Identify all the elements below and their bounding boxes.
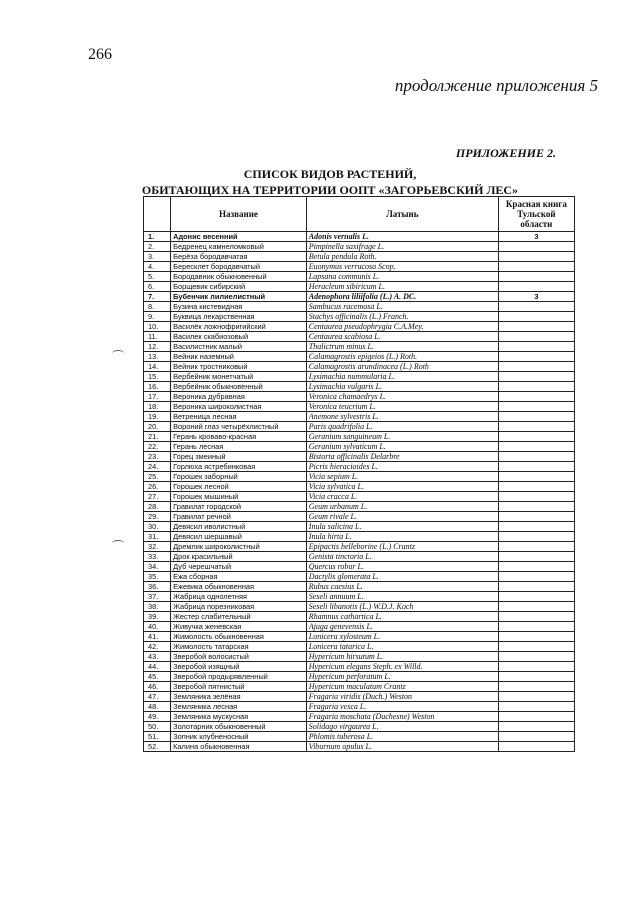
latin-name: Inula salicina L. <box>306 522 498 532</box>
latin-name: Stachys officinalis (L.) Franch. <box>306 312 498 322</box>
red-book-category <box>498 702 574 712</box>
table-row <box>144 412 575 422</box>
table-row <box>144 722 575 732</box>
row-number: 9. <box>144 312 171 322</box>
plant-name: Земляника мускусная <box>171 712 307 722</box>
row-number: 16. <box>144 382 171 392</box>
latin-name: Geranium sylvaticum L. <box>306 442 498 452</box>
latin-name: Vicia sepium L. <box>306 472 498 482</box>
row-number: 26. <box>144 482 171 492</box>
red-book-category: 3 <box>498 232 574 242</box>
red-book-category <box>498 622 574 632</box>
table-row <box>144 232 575 242</box>
plant-name: Бородавник обыкновенный <box>171 272 307 282</box>
header-red-book: Красная книга Тульской области <box>498 197 574 232</box>
latin-name: Geranium sanguineum L. <box>306 432 498 442</box>
red-book-category <box>498 382 574 392</box>
red-book-category <box>498 482 574 492</box>
plant-name: Бубенчик лилиелистный <box>171 292 307 302</box>
plant-name: Земляника лесная <box>171 702 307 712</box>
row-number: 19. <box>144 412 171 422</box>
red-book-category <box>498 692 574 702</box>
table-row <box>144 522 575 532</box>
table-row <box>144 252 575 262</box>
table-header-row <box>144 197 575 232</box>
row-number: 38. <box>144 602 171 612</box>
plant-name: Дуб черешчатый <box>171 562 307 572</box>
red-book-category <box>498 272 574 282</box>
latin-name: Lysimachia nummularia L. <box>306 372 498 382</box>
red-book-category <box>498 352 574 362</box>
plant-name: Жестер слабительный <box>171 612 307 622</box>
red-book-category <box>498 582 574 592</box>
latin-name: Viburnum opulus L. <box>306 742 498 752</box>
row-number: 49. <box>144 712 171 722</box>
plant-name: Горошек лесной <box>171 482 307 492</box>
plant-name: Горошек заборный <box>171 472 307 482</box>
table-row <box>144 552 575 562</box>
row-number: 18. <box>144 402 171 412</box>
red-book-category: 3 <box>498 292 574 302</box>
latin-name: Vicia cracca L. <box>306 492 498 502</box>
red-book-category <box>498 402 574 412</box>
table-row <box>144 672 575 682</box>
appendix-label: ПРИЛОЖЕНИЕ 2. <box>455 146 556 160</box>
plant-name: Василистник малый <box>171 342 307 352</box>
red-book-category <box>498 672 574 682</box>
plant-name: Зверобой изящный <box>171 662 307 672</box>
table-row <box>144 582 575 592</box>
latin-name: Epipactis helleborine (L.) Crantz <box>306 542 498 552</box>
latin-name: Lonicera xylosteum L. <box>306 632 498 642</box>
red-book-category <box>498 412 574 422</box>
latin-name: Centaurea scabiosa L. <box>306 332 498 342</box>
row-number: 1. <box>144 232 171 242</box>
table-row <box>144 602 575 612</box>
row-number: 32. <box>144 542 171 552</box>
red-book-category <box>498 472 574 482</box>
row-number: 31. <box>144 532 171 542</box>
red-book-category <box>498 492 574 502</box>
latin-name: Fragaria vesca L. <box>306 702 498 712</box>
row-number: 39. <box>144 612 171 622</box>
plant-name: Бузина кистевидная <box>171 302 307 312</box>
plant-name: Горец змеиный <box>171 452 307 462</box>
table-row <box>144 262 575 272</box>
table-row <box>144 542 575 552</box>
row-number: 15. <box>144 372 171 382</box>
red-book-category <box>498 602 574 612</box>
row-number: 42. <box>144 642 171 652</box>
red-book-category <box>498 302 574 312</box>
page-number: 266 <box>88 46 112 63</box>
latin-name: Hypericum elegans Steph. ex Willd. <box>306 662 498 672</box>
latin-name: Inula hirta L. <box>306 532 498 542</box>
header-latin: Латынь <box>306 197 498 232</box>
red-book-category <box>498 342 574 352</box>
table-row <box>144 462 575 472</box>
red-book-category <box>498 572 574 582</box>
latin-name: Centaurea pseudophrygia C.A.Mey. <box>306 322 498 332</box>
row-number: 12. <box>144 342 171 352</box>
red-book-category <box>498 502 574 512</box>
plant-name: Василек скабиозовый <box>171 332 307 342</box>
table-row <box>144 332 575 342</box>
plant-name: Адонис весенний <box>171 232 307 242</box>
row-number: 3. <box>144 252 171 262</box>
row-number: 33. <box>144 552 171 562</box>
plant-name: Ежа сборная <box>171 572 307 582</box>
red-book-category <box>498 462 574 472</box>
row-number: 28. <box>144 502 171 512</box>
plant-name: Бересклет бородавчатый <box>171 262 307 272</box>
document-title <box>140 166 520 198</box>
red-book-category <box>498 362 574 372</box>
plant-name: Берёза бородавчатая <box>171 252 307 262</box>
latin-name: Geum rivale L. <box>306 512 498 522</box>
row-number: 10. <box>144 322 171 332</box>
row-number: 50. <box>144 722 171 732</box>
table-row <box>144 272 575 282</box>
table-row <box>144 562 575 572</box>
plant-name: Живучка женевская <box>171 622 307 632</box>
red-book-category <box>498 732 574 742</box>
latin-name: Lapsana communis L. <box>306 272 498 282</box>
margin-mark <box>112 540 124 547</box>
red-book-category <box>498 712 574 722</box>
row-number: 52. <box>144 742 171 752</box>
latin-name: Solidago virgaurea L. <box>306 722 498 732</box>
latin-name: Hypericum hirsutum L. <box>306 652 498 662</box>
plant-name: Горошек мышиный <box>171 492 307 502</box>
row-number: 24. <box>144 462 171 472</box>
table-row <box>144 302 575 312</box>
table-row <box>144 692 575 702</box>
table-row <box>144 702 575 712</box>
table-row <box>144 682 575 692</box>
table-row <box>144 442 575 452</box>
row-number: 44. <box>144 662 171 672</box>
latin-name: Calamagrostis epigeios (L.) Roth. <box>306 352 498 362</box>
header-number <box>144 197 171 232</box>
red-book-category <box>498 652 574 662</box>
latin-name: Euonymus verrucosa Scop. <box>306 262 498 272</box>
row-number: 43. <box>144 652 171 662</box>
table-row <box>144 532 575 542</box>
row-number: 48. <box>144 702 171 712</box>
latin-name: Dactylis glomerata L. <box>306 572 498 582</box>
table-row <box>144 472 575 482</box>
row-number: 2. <box>144 242 171 252</box>
species-table <box>143 196 575 752</box>
row-number: 11. <box>144 332 171 342</box>
red-book-category <box>498 722 574 732</box>
latin-name: Calamagrostis arundinacea (L.) Roth <box>306 362 498 372</box>
row-number: 6. <box>144 282 171 292</box>
latin-name: Adonis vernalis L. <box>306 232 498 242</box>
row-number: 40. <box>144 622 171 632</box>
red-book-category <box>498 422 574 432</box>
latin-name: Lonicera tatarica L. <box>306 642 498 652</box>
row-number: 20. <box>144 422 171 432</box>
row-number: 8. <box>144 302 171 312</box>
plant-name: Гравилат речной <box>171 512 307 522</box>
latin-name: Veronica chamaedrys L. <box>306 392 498 402</box>
row-number: 21. <box>144 432 171 442</box>
plant-name: Вороний глаз четырёхлистный <box>171 422 307 432</box>
latin-name: Seseli annuum L. <box>306 592 498 602</box>
latin-name: Veronica teucrium L. <box>306 402 498 412</box>
latin-name: Genista tinctoria L. <box>306 552 498 562</box>
table-row <box>144 612 575 622</box>
plant-name: Зверобой продырявленный <box>171 672 307 682</box>
red-book-category <box>498 742 574 752</box>
table-row <box>144 492 575 502</box>
table-row <box>144 452 575 462</box>
plant-name: Земляника зелёная <box>171 692 307 702</box>
row-number: 23. <box>144 452 171 462</box>
table-row <box>144 322 575 332</box>
table-row <box>144 292 575 302</box>
table-row <box>144 662 575 672</box>
row-number: 41. <box>144 632 171 642</box>
latin-name: Hypericum maculatum Crantz <box>306 682 498 692</box>
red-book-category <box>498 392 574 402</box>
red-book-category <box>498 562 574 572</box>
title-line-1: СПИСОК ВИДОВ РАСТЕНИЙ, <box>243 167 417 181</box>
table-row <box>144 362 575 372</box>
red-book-category <box>498 612 574 622</box>
row-number: 17. <box>144 392 171 402</box>
table-row <box>144 342 575 352</box>
latin-name: Betula pendula Roth. <box>306 252 498 262</box>
plant-name: Зопник клубненосный <box>171 732 307 742</box>
red-book-category <box>498 552 574 562</box>
row-number: 45. <box>144 672 171 682</box>
plant-name: Вероника дубравная <box>171 392 307 402</box>
red-book-category <box>498 332 574 342</box>
row-number: 35. <box>144 572 171 582</box>
row-number: 30. <box>144 522 171 532</box>
plant-name: Калина обыкновенная <box>171 742 307 752</box>
plant-name: Золотарник обыкновенный <box>171 722 307 732</box>
table-row <box>144 372 575 382</box>
row-number: 7. <box>144 292 171 302</box>
latin-name: Ajuga genevensis L. <box>306 622 498 632</box>
latin-name: Geum urbanum L. <box>306 502 498 512</box>
latin-name: Seseli libanotis (L.) W.D.J. Koch <box>306 602 498 612</box>
species-table-body <box>144 232 575 752</box>
table-row <box>144 732 575 742</box>
latin-name: Fragaria viridis (Duch.) Weston <box>306 692 498 702</box>
table-row <box>144 282 575 292</box>
plant-name: Девясил шершавый <box>171 532 307 542</box>
plant-name: Жимолость татарская <box>171 642 307 652</box>
table-row <box>144 512 575 522</box>
latin-name: Anemone sylvestris L. <box>306 412 498 422</box>
latin-name: Paris quadrifolia L. <box>306 422 498 432</box>
plant-name: Жабрица порезниковая <box>171 602 307 612</box>
latin-name: Heracleum sibiricum L. <box>306 282 498 292</box>
red-book-category <box>498 452 574 462</box>
plant-name: Ветреница лесная <box>171 412 307 422</box>
row-number: 27. <box>144 492 171 502</box>
table-row <box>144 712 575 722</box>
red-book-category <box>498 512 574 522</box>
table-row <box>144 642 575 652</box>
red-book-category <box>498 262 574 272</box>
table-row <box>144 592 575 602</box>
red-book-category <box>498 542 574 552</box>
plant-name: Вейник наземный <box>171 352 307 362</box>
table-row <box>144 622 575 632</box>
latin-name: Fragaria moschata (Duchesne) Weston <box>306 712 498 722</box>
header-name: Название <box>171 197 307 232</box>
plant-name: Дремлик широколистный <box>171 542 307 552</box>
table-row <box>144 422 575 432</box>
row-number: 29. <box>144 512 171 522</box>
table-row <box>144 482 575 492</box>
table-row <box>144 652 575 662</box>
red-book-category <box>498 592 574 602</box>
row-number: 14. <box>144 362 171 372</box>
latin-name: Pimpinella saxifrage L. <box>306 242 498 252</box>
latin-name: Picris hieracioides L. <box>306 462 498 472</box>
table-row <box>144 392 575 402</box>
red-book-category <box>498 642 574 652</box>
plant-name: Дрок красильный <box>171 552 307 562</box>
plant-name: Вербейник монетчатый <box>171 372 307 382</box>
latin-name: Lysimachia vulgaris L. <box>306 382 498 392</box>
latin-name: Quercus robur L. <box>306 562 498 572</box>
plant-name: Горлюха ястребинковая <box>171 462 307 472</box>
red-book-category <box>498 662 574 672</box>
table-row <box>144 632 575 642</box>
row-number: 13. <box>144 352 171 362</box>
plant-name: Борщевик сибирский <box>171 282 307 292</box>
red-book-category <box>498 322 574 332</box>
table-row <box>144 402 575 412</box>
latin-name: Thalictrum minus L. <box>306 342 498 352</box>
red-book-category <box>498 442 574 452</box>
margin-mark <box>112 350 124 357</box>
plant-name: Жабрица однолетняя <box>171 592 307 602</box>
row-number: 25. <box>144 472 171 482</box>
continuation-heading: продолжение приложения 5 <box>394 76 598 95</box>
plant-name: Василёк ложнофригийский <box>171 322 307 332</box>
table-row <box>144 352 575 362</box>
plant-name: Ежевика обыкновенная <box>171 582 307 592</box>
red-book-category <box>498 252 574 262</box>
plant-name: Бедренец камнеломковый <box>171 242 307 252</box>
table-row <box>144 312 575 322</box>
row-number: 34. <box>144 562 171 572</box>
plant-name: Буквица лекарственная <box>171 312 307 322</box>
latin-name: Rubus caesius L. <box>306 582 498 592</box>
red-book-category <box>498 372 574 382</box>
plant-name: Вербейник обыкновенный <box>171 382 307 392</box>
plant-name: Вейник тростниковый <box>171 362 307 372</box>
row-number: 37. <box>144 592 171 602</box>
plant-name: Гравилат городской <box>171 502 307 512</box>
red-book-category <box>498 682 574 692</box>
red-book-category <box>498 632 574 642</box>
title-line-2: ОБИТАЮЩИХ НА ТЕРРИТОРИИ ООПТ «ЗАГОРЬЕВСКИЙ ЛЕС» <box>141 183 519 197</box>
latin-name: Vicia sylvatica L. <box>306 482 498 492</box>
latin-name: Bistorta officinalis Delarbre <box>306 452 498 462</box>
row-number: 47. <box>144 692 171 702</box>
latin-name: Rhamnus cathartica L. <box>306 612 498 622</box>
red-book-category <box>498 242 574 252</box>
plant-name: Зверобой волосистый <box>171 652 307 662</box>
red-book-category <box>498 312 574 322</box>
plant-name: Вероника широколистная <box>171 402 307 412</box>
latin-name: Sambucus racemosa L. <box>306 302 498 312</box>
latin-name: Hypericum perforatum L. <box>306 672 498 682</box>
row-number: 46. <box>144 682 171 692</box>
red-book-category <box>498 522 574 532</box>
plant-name: Герань кроваво-красная <box>171 432 307 442</box>
row-number: 5. <box>144 272 171 282</box>
row-number: 36. <box>144 582 171 592</box>
plant-name: Зверобой пятнистый <box>171 682 307 692</box>
table-row <box>144 432 575 442</box>
row-number: 51. <box>144 732 171 742</box>
table-row <box>144 572 575 582</box>
row-number: 22. <box>144 442 171 452</box>
table-row <box>144 502 575 512</box>
table-row <box>144 382 575 392</box>
plant-name: Жимолость обыкновенная <box>171 632 307 642</box>
plant-name: Девясил иволистный <box>171 522 307 532</box>
plant-name: Герань лесная <box>171 442 307 452</box>
red-book-category <box>498 432 574 442</box>
latin-name: Phlomis tuberosa L. <box>306 732 498 742</box>
red-book-category <box>498 532 574 542</box>
latin-name: Adenophora liliifolia (L.) A. DC. <box>306 292 498 302</box>
table-row <box>144 742 575 752</box>
table-row <box>144 242 575 252</box>
row-number: 4. <box>144 262 171 272</box>
red-book-category <box>498 282 574 292</box>
